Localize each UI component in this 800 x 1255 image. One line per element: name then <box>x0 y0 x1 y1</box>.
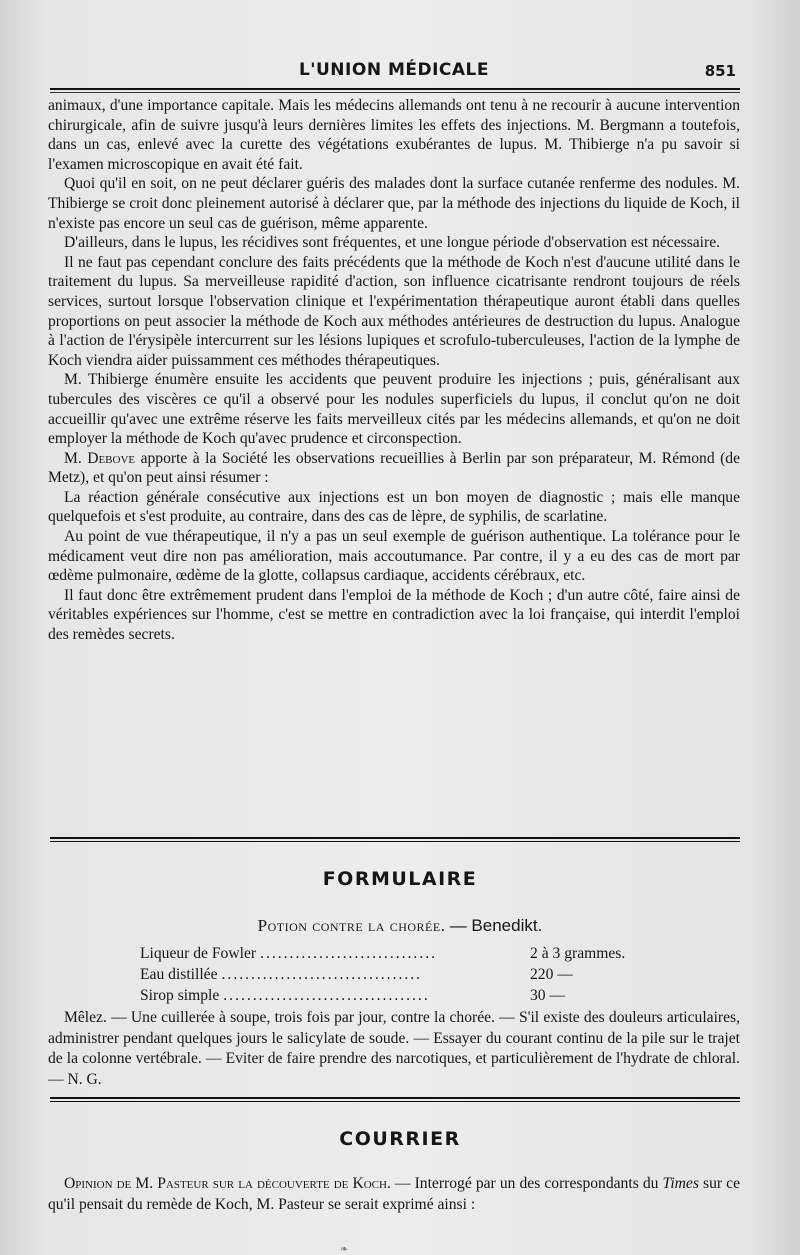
paragraph: D'ailleurs, dans le lupus, les récidives sont fréquentes, et une longue période d'observation est nécessaire. <box>64 234 721 252</box>
potion-heading <box>0 916 800 936</box>
courrier-lead: Opinion de M. Pasteur sur la découverte de Koch. <box>64 1175 391 1192</box>
page-number: 851 <box>704 62 736 80</box>
ingredient-qty: 2 à 3 grammes. <box>530 945 626 962</box>
ingredient-name: Liqueur de Fowler <box>140 945 257 962</box>
formulaire-title: FORMULAIRE <box>322 868 478 890</box>
section-rule-thin <box>50 841 740 842</box>
recipe-list <box>140 943 660 1006</box>
leader-dots: .............................. <box>260 945 438 962</box>
formulaire-text: Mêlez. — Une cuillerée à soupe, trois fois par jour, contre la chorée. — S'il existe des douleurs articulaires, administrer pendant quelques jours le salicylate de soude. — Essayer du courant continu de la pile sur le trajet de la colonne vertébrale. — Eviter de faire prendre des narcotiques, et particulièrement de l'hydrate de chloral. — N. G. <box>48 1009 740 1088</box>
ingredient-name: Sirop simple <box>140 987 220 1004</box>
courrier-text <box>48 1173 740 1215</box>
paragraph: Quoi qu'il en soit, on ne peut déclarer guéris des malades dont la surface cutanée renferme des nodules. M. Thibierge se croit donc pleinement autorisé à déclarer que, par la méthode des injections du liquide de Koch, il n'existe pas encore un seul cas de guérison, même apparente. <box>48 175 740 232</box>
paragraph: animaux, d'une importance capitale. Mais les médecins allemands ont tenu à ne recourir à aucune intervention chirurgicale, afin de suivre jusqu'à leurs dernières limites les effets des injections. M. Bergmann a toutefois, dans un cas, enlevé avec la curette des végétations exubérantes de lupus. M. Thibierge n'a pu savoir si l'examen microscopique en avait été fait. <box>48 97 740 173</box>
section-rule <box>50 837 740 839</box>
recipe-row <box>140 964 660 985</box>
ornament-icon: ❧ <box>340 1244 349 1255</box>
paragraph: Il ne faut pas cependant conclure des faits précédents que la méthode de Koch n'est d'aucune utilité dans le traitement du lupus. Sa merveilleuse rapidité d'action, son influence cicatrisante rendront toujours de réels services, surtout lorsque l'observation clinique et l'expérimentation thérapeutique auront établi dans quelles proportions on peut associer la méthode de Koch aux méthodes antérieures de destruction du lupus. Analogue à l'action de l'érysipèle intercurrent sur les lésions lupiques et scrofulo-tuberculeuses, l'action de la lymphe de Koch viendra aider puissamment ces méthodes thérapeutiques. <box>48 253 740 369</box>
section-rule <box>50 1097 740 1099</box>
page-header <box>48 56 740 86</box>
debove-text: apporte à la Société les observations recueillies à Berlin par son préparateur, M. Rémond (de Metz), et qu'on peut ainsi résumer : <box>48 449 740 487</box>
potion-author: — Benedikt. <box>449 916 543 935</box>
ingredient-name: Eau distillée <box>140 966 218 983</box>
courrier-title: COURRIER <box>339 1128 461 1150</box>
debove-prefix: M. <box>64 449 88 467</box>
section-rule-thin <box>50 1101 740 1102</box>
recipe-row <box>140 985 660 1006</box>
recipe-row <box>140 943 660 964</box>
newspaper-name: Times <box>662 1175 699 1192</box>
potion-title: Potion contre la chorée. <box>257 916 446 935</box>
running-title: L'UNION MÉDICALE <box>298 60 490 80</box>
courrier-body-end: sur ce qu'il pensait du remède de Koch, M. Pasteur se serait exprimé ainsi : <box>48 1175 740 1213</box>
ingredient-qty: 30 — <box>530 987 566 1004</box>
header-rule <box>50 88 740 90</box>
paragraph: La réaction générale consécutive aux injections est un bon moyen de diagnostic ; mais elle manque quelquefois et s'est produite, au contraire, dans des cas de lèpre, de syphilis, de scarlatine. <box>48 488 740 526</box>
paragraph: Il faut donc être extrêmement prudent dans l'emploi de la méthode de Koch ; d'un autre côté, faire ainsi de véritables expériences sur l'homme, c'est se mettre en contradiction avec la loi française, qui interdit l'emploi des remèdes secrets. <box>48 586 740 644</box>
paragraph-debove <box>48 449 740 488</box>
author-name: Debove <box>87 449 136 467</box>
leader-dots: .................................. <box>221 966 423 983</box>
ingredient-qty: 220 — <box>530 966 573 983</box>
header-rule-thin <box>50 92 740 93</box>
article-body <box>48 96 740 645</box>
leader-dots: ................................... <box>223 987 430 1004</box>
paragraph: M. Thibierge énumère ensuite les accidents que peuvent produire les injections ; puis, généralisant aux tubercules des viscères ce qu'il a observé pour les nodules superficiels du lupus, il conclut qu'on ne doit accueillir qu'avec une extrême réserve les faits merveilleux cités par les médecins allemands, et qu'on ne doit employer la méthode de Koch qu'avec prudence et circonspection. <box>48 371 740 448</box>
paragraph: Au point de vue thérapeutique, il n'y a pas un seul exemple de guérison authentique. La tolérance pour le médicament veut dire non pas amélioration, mais accoutumance. Par contre, il y a eu des cas de mort par œdème pulmonaire, œdème de la glotte, collapsus cardiaque, accidents cérébraux, etc. <box>48 528 740 585</box>
courrier-body: — Interrogé par un des correspondants du <box>390 1175 663 1192</box>
